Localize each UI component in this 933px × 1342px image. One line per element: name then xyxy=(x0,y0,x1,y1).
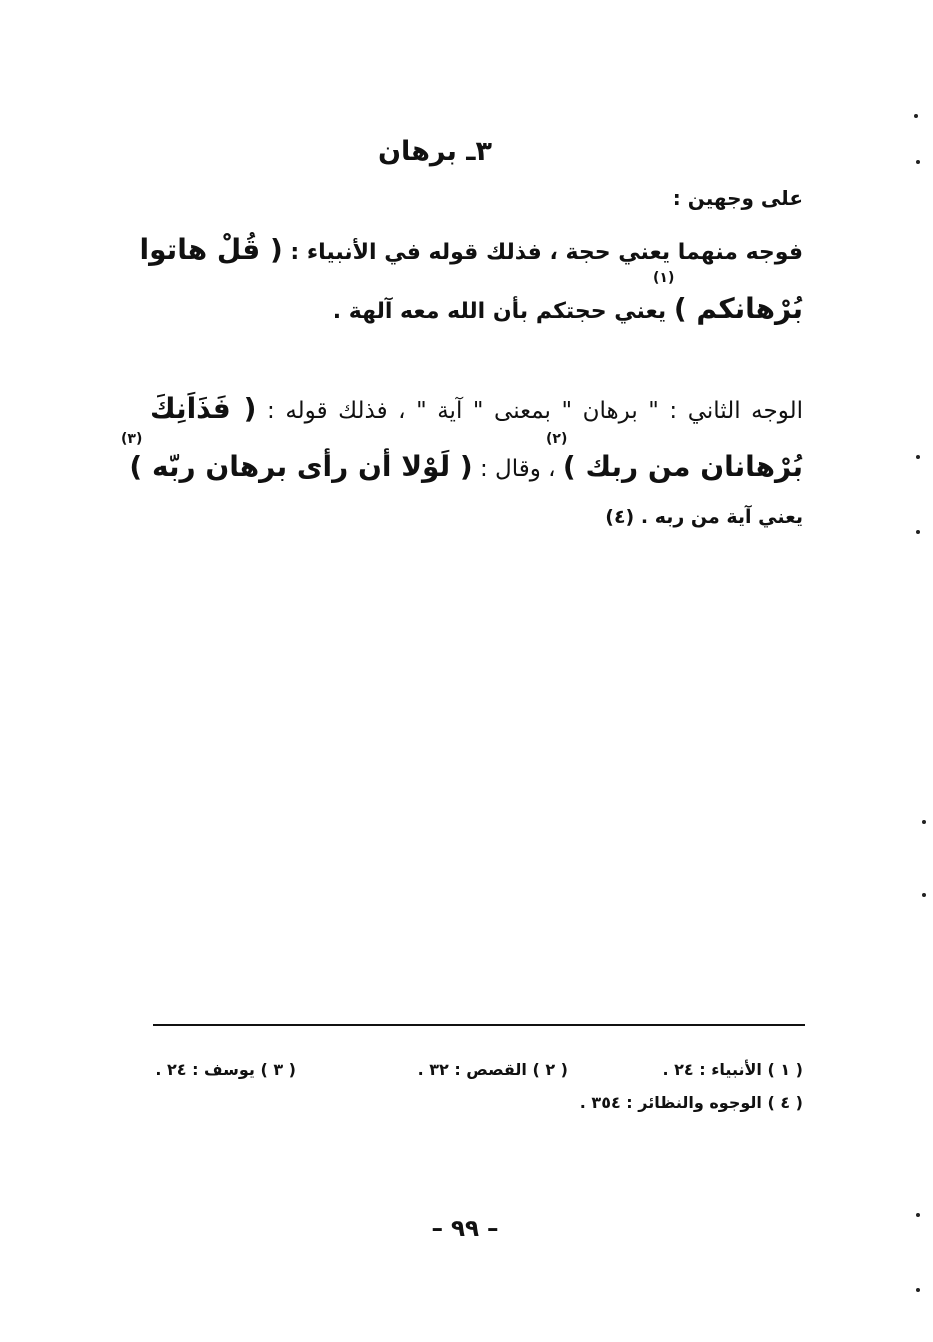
footnote-marker-2: (٢) xyxy=(546,431,568,447)
quran-quote-2b: بُرْهانان من ربك ) xyxy=(562,450,803,483)
scan-speck xyxy=(922,893,926,897)
quran-quote-1a: ( قُلْ هاتوا xyxy=(139,233,283,266)
scan-speck xyxy=(914,114,918,118)
footnote-4: ( ٤ ) الوجوه والنظائر : ٣٥٤ . xyxy=(579,1093,803,1112)
paragraph1-line1 xyxy=(139,233,803,266)
section-title: ٣ـ برهان xyxy=(378,136,492,167)
paragraph2-line2 xyxy=(129,450,803,483)
scan-speck xyxy=(916,530,920,534)
footnote-marker-4: (٤) xyxy=(605,506,635,528)
footnote-marker-3: (٣) xyxy=(121,431,143,447)
scan-speck xyxy=(916,1288,920,1292)
quran-quote-2c: ( لَوْلا أن رأى برهان ربّه ) xyxy=(129,450,473,483)
footnote-divider xyxy=(153,1024,805,1026)
quran-quote-2a: ( فَذَاَنِكَ xyxy=(150,392,257,425)
paragraph2-line1 xyxy=(150,392,803,425)
quran-quote-1b: بُرْهانكم ) xyxy=(673,292,803,325)
paragraph2-line1-text: الوجه الثاني : " برهان " بمعنى " آية " ، فذلك قوله : xyxy=(267,398,803,424)
scan-speck xyxy=(916,1213,920,1217)
scan-speck xyxy=(922,820,926,824)
scan-speck xyxy=(916,455,920,459)
scan-speck xyxy=(916,160,920,164)
footnote-1: ( ١ ) الأنبياء : ٢٤ . xyxy=(662,1060,803,1079)
page-number: – ٩٩ – xyxy=(431,1216,499,1242)
paragraph2-line2-text: ، وقال : xyxy=(479,456,556,482)
paragraph1-line2 xyxy=(333,292,803,325)
paragraph1-line2-text: يعني حجتكم بأن الله معه آلهة . xyxy=(332,299,667,324)
footnote-marker-1: (١) xyxy=(653,270,675,286)
paragraph2-line3 xyxy=(605,506,803,528)
intro-line: على وجهين : xyxy=(672,186,803,210)
paragraph1-line1-text: فوجه منهما يعني حجة ، فذلك قوله في الأنبياء : xyxy=(290,240,803,265)
paragraph2-line3-text: يعني آية من ربه . xyxy=(640,506,803,528)
footnote-3: ( ٣ ) يوسف : ٢٤ . xyxy=(155,1060,296,1079)
footnote-2: ( ٢ ) القصص : ٣٢ . xyxy=(417,1060,568,1079)
